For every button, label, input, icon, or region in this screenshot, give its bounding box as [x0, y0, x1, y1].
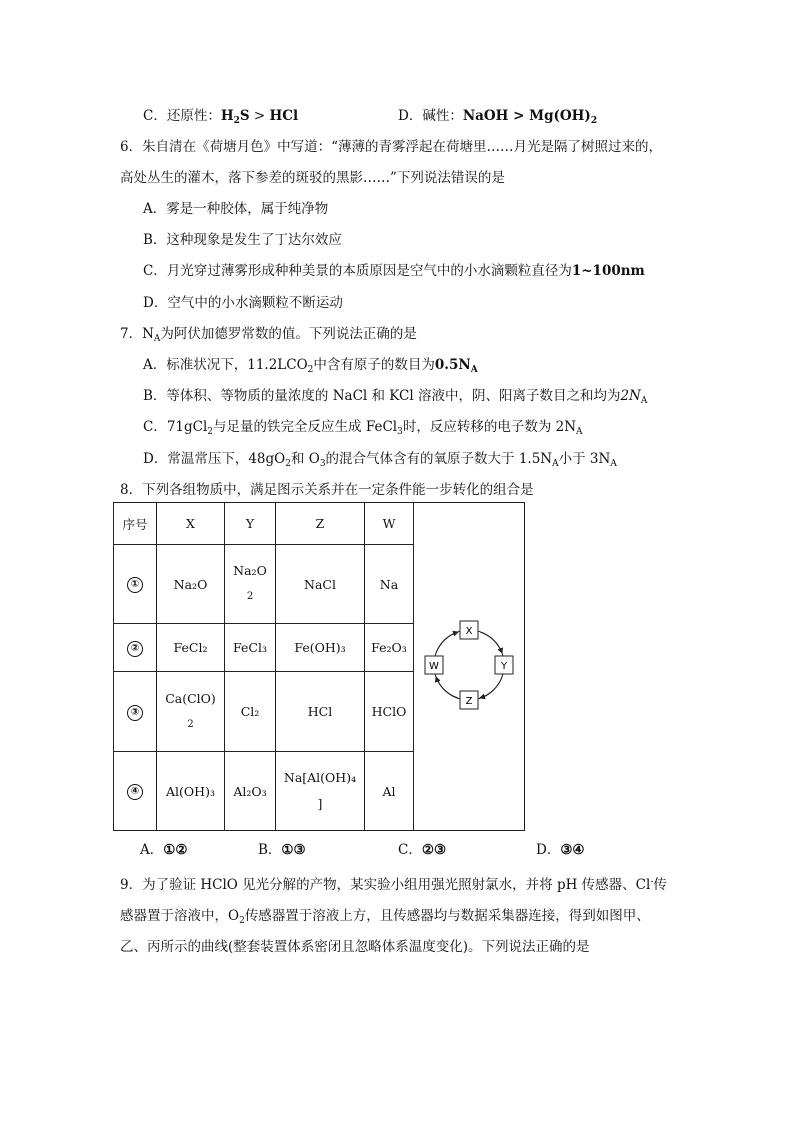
row-number-badge: ②: [127, 641, 143, 657]
q7-stem: 7．$N_A$为阿伏加德罗常数的值。下列说法正确的是: [120, 326, 417, 344]
cell-y: FeCl₃: [225, 624, 276, 672]
cell-w: HClO: [365, 672, 414, 752]
q6-option-b: B．这种现象是发生了丁达尔效应: [143, 232, 342, 248]
row-number-badge: ③: [127, 705, 143, 721]
q6-option-d: D．空气中的小水滴颗粒不断运动: [143, 295, 343, 311]
q9-stem-line1: 9．为了验证 HClO 见光分解的产物，某实验小组用强光照射氯水，并将 pH 传感器、Cl-传: [120, 877, 667, 893]
header-z: Z: [276, 503, 365, 545]
q8-stem: 8．下列各组物质中，满足图示关系并在一定条件能一步转化的组合是: [120, 482, 534, 498]
header-w: W: [365, 503, 414, 545]
q6-option-c: C．月光穿过薄雾形成种种美景的本质原因是空气中的小水滴颗粒直径为1~100nm: [143, 263, 645, 279]
arrow-z-to-w: [436, 677, 458, 698]
cell-x: Ca(ClO) 2: [157, 672, 225, 752]
node-w-label: W: [429, 661, 439, 672]
q7-option-b: B．等体积、等物质的量浓度的 NaCl 和 KCl 溶液中，阴、阳离子数目之和均为$2N_A$: [143, 388, 648, 406]
cell-z: Na[Al(OH)₄ ]: [276, 752, 365, 831]
cell-w: Fe₂O₃: [365, 624, 414, 672]
arrow-w-to-x: [436, 632, 458, 653]
q6-option-a: A．雾是一种胶体，属于纯净物: [143, 201, 329, 217]
q6-stem-line1: 6．朱自清在《荷塘月色》中写道：“薄薄的青雾浮起在荷塘里……月光是隔了树照过来的，: [120, 139, 662, 155]
row-no: [114, 752, 157, 831]
q9-stem-line3: 乙、丙所示的曲线(整套装置体系密闭且忽略体系温度变化)。下列说法正确的是: [120, 939, 590, 955]
cell-z: HCl: [276, 672, 365, 752]
relation-cycle-diagram: [414, 605, 524, 725]
q6-stem-line2: 高处丛生的灌木，落下参差的斑驳的黑影……”下列说法错误的是: [120, 170, 505, 186]
arrow-y-to-z: [480, 677, 502, 698]
q5-option-c: C．还原性：$H_2S$ > HCl: [143, 108, 299, 126]
cell-w: Al: [365, 752, 414, 831]
cell-x: FeCl₂: [157, 624, 225, 672]
table-header-row: [114, 503, 525, 545]
q8-table: [113, 502, 525, 831]
q7-option-d: D．常温常压下，$48gO_2$和 $O_3$的混合气体含有的氧原子数大于 $1.5N_A$小于 $3N_A$: [143, 451, 617, 469]
relation-diagram-cell: [414, 503, 525, 831]
node-z-label: Z: [465, 696, 473, 707]
q5-option-d: D．碱性：NaOH > $Mg(OH)_2$: [398, 108, 598, 126]
node-x-label: X: [465, 626, 473, 637]
cell-y: Al₂O₃: [225, 752, 276, 831]
cell-x: Na₂O: [157, 545, 225, 624]
row-number-badge: ①: [127, 577, 143, 593]
row-number-badge: ④: [127, 784, 143, 800]
q7-option-c: C．71gCl$_2$与足量的铁完全反应生成 FeCl$_3$时，反应转移的电子数为 $2N_A$: [143, 419, 583, 437]
q8-option-b: B．①③: [258, 842, 306, 858]
node-y-label: Y: [500, 661, 508, 672]
q8-option-a: A．①②: [140, 842, 188, 858]
cell-z: NaCl: [276, 545, 365, 624]
header-y: Y: [225, 503, 276, 545]
cell-y: Cl₂: [225, 672, 276, 752]
arrow-x-to-y: [480, 632, 502, 653]
cell-w: Na: [365, 545, 414, 624]
row-no: [114, 672, 157, 752]
q8-option-c: C．②③: [398, 842, 447, 858]
q8-option-d: D．③④: [536, 842, 585, 858]
row-no: [114, 545, 157, 624]
cell-z: Fe(OH)₃: [276, 624, 365, 672]
cell-y: Na₂O 2: [225, 545, 276, 624]
row-no: [114, 624, 157, 672]
q9-stem-line2: 感器置于溶液中，$O_2$传感器置于溶液上方，且传感器均与数据采集器连接，得到如图甲、: [120, 908, 650, 926]
cell-x: Al(OH)₃: [157, 752, 225, 831]
header-no: 序号: [114, 503, 157, 545]
q7-option-a: A．标准状况下，$11.2LCO_2$中含有原子的数目为$0.5N_A$: [143, 357, 478, 375]
header-x: X: [157, 503, 225, 545]
